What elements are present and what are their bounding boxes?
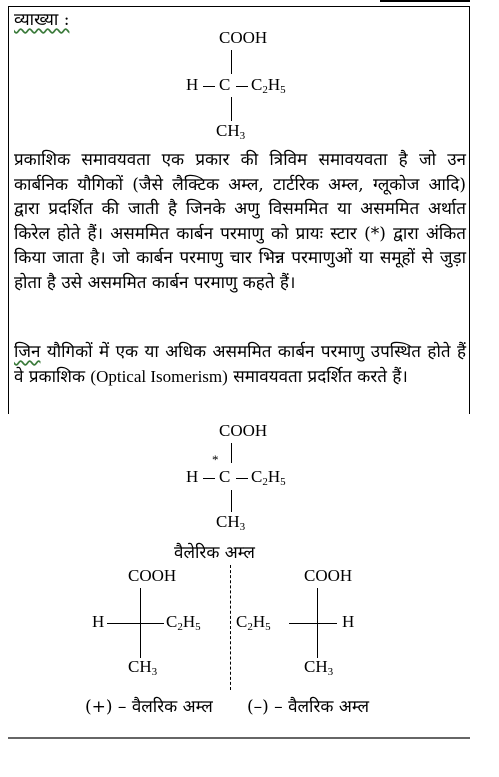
s2-right-h: H: [267, 467, 281, 486]
s2-bond-right: [236, 478, 248, 479]
s2-center-atom: C: [219, 467, 231, 486]
s1-bottom-ch: CH: [216, 121, 240, 140]
plus-bottom-sub: 3: [151, 666, 158, 678]
s1-right-group: [251, 75, 286, 96]
plus-bond-horizontal: [107, 623, 164, 624]
plus-right-group: [166, 612, 201, 633]
mirror-line: [230, 565, 231, 690]
heading: [14, 7, 69, 30]
s2-right-sub1: 2: [262, 476, 268, 488]
plus-left-atom: H: [92, 612, 105, 631]
minus-caption: (–) – वैलरिक अम्ल: [247, 697, 369, 717]
heading-text: व्याख्या :: [14, 10, 70, 30]
plus-bottom-ch: CH: [128, 657, 152, 676]
s2-bond-left: [203, 478, 215, 479]
s2-right-c: C: [251, 467, 263, 486]
minus-bottom-group: [304, 657, 333, 678]
plus-right-c: C: [166, 612, 178, 631]
s2-bottom-ch: CH: [216, 512, 240, 531]
s2-bond-bottom: [231, 490, 232, 512]
minus-bottom-sub: 3: [327, 666, 334, 678]
minus-left-sub2: 5: [265, 621, 271, 633]
s1-right-sub2: 5: [280, 84, 286, 96]
s1-right-sub1: 2: [262, 84, 268, 96]
s1-right-c: C: [251, 75, 263, 94]
s1-bond-right: [236, 86, 248, 87]
s1-bottom-group: [216, 121, 245, 142]
s1-bond-top: [231, 50, 232, 74]
paragraph-2: [14, 340, 466, 389]
plus-right-sub2: 5: [195, 621, 201, 633]
s1-center-atom: C: [219, 75, 231, 94]
minus-left-h: H: [252, 612, 266, 631]
minus-top-group: COOH: [304, 566, 353, 585]
plus-right-sub1: 2: [177, 621, 183, 633]
s2-right-sub2: 5: [280, 476, 286, 488]
minus-bond-horizontal: [289, 623, 337, 624]
minus-bottom-ch: CH: [304, 657, 328, 676]
s1-left-atom: H: [186, 75, 199, 94]
s2-chiral-star: *: [212, 452, 219, 467]
s2-caption: वैलेरिक अम्ल: [174, 543, 255, 563]
paragraph-2-body: यौगिकों में एक या अधिक असममित कार्बन परमाणु उपस्थित होते हैं वे प्रकाशिक: [14, 342, 466, 387]
s2-right-group: [251, 467, 286, 488]
bottom-rule: [8, 737, 470, 739]
s1-top-group: COOH: [219, 28, 268, 47]
plus-caption: (+) – वैलरिक अम्ल: [85, 697, 213, 717]
paragraph-1: प्रकाशिक समावयवता एक प्रकार की त्रिविम समावयवता है जो उन कार्बनिक यौगिकों (जैसे लैक्टिक अम्ल, टार्टरिक अम्ल, ग्लूकोज आदि) द्वारा प्रदर्शित की जाती है जिनके अणु विसममित या असममित अर्थात किरेल होते हैं। असममित कार्बन परमाणु को प्रायः स्टार (*) द्वारा अंकित किया जाता है। जो कार्बन परमाणु चार भिन्न परमाणुओं या समूहों से जुड़ा होता है उसे असममित कार्बन परमाणु कहते हैं।: [14, 150, 466, 293]
plus-bottom-group: [128, 657, 157, 678]
paragraph-2-english: (Optical Isomerism): [90, 366, 228, 386]
paragraph-2-end: समावयवता प्रदर्शित करते हैं।: [227, 366, 408, 387]
minus-left-group: [236, 612, 271, 633]
minus-right-atom: H: [342, 612, 355, 631]
minus-left-c: C: [236, 612, 248, 631]
s2-bottom-sub: 3: [239, 521, 246, 533]
s2-bond-top: [231, 443, 232, 463]
s2-top-group: COOH: [219, 421, 268, 440]
s1-bottom-sub: 3: [239, 130, 246, 142]
minus-left-sub1: 2: [247, 621, 253, 633]
s1-right-h: H: [267, 75, 281, 94]
s1-bond-left: [203, 86, 215, 87]
plus-top-group: COOH: [128, 566, 177, 585]
paragraph-2-first-word: जिन: [14, 342, 41, 362]
s1-bond-bottom: [231, 97, 232, 121]
plus-right-h: H: [182, 612, 196, 631]
s2-bottom-group: [216, 512, 245, 533]
s2-left-atom: H: [186, 467, 199, 486]
top-rule: [380, 0, 470, 2]
